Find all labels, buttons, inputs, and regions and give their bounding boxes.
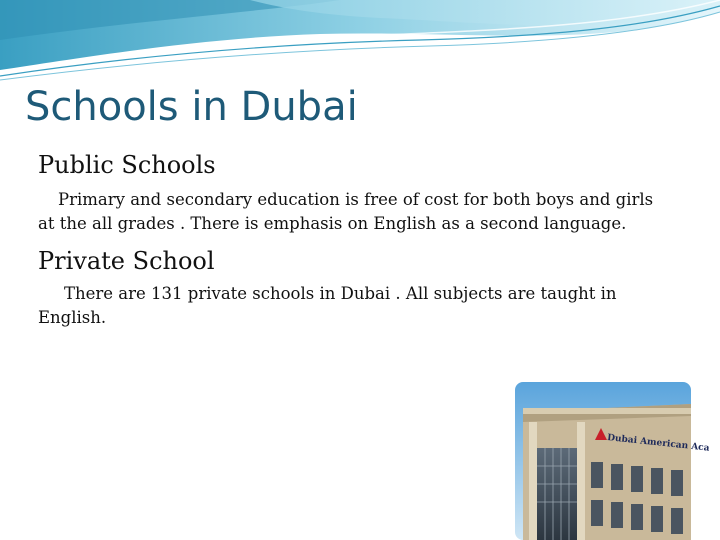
section-heading-private: Private School: [38, 247, 215, 275]
slide-content: [38, 150, 688, 330]
body-line: There are 131 private schools in Dubai . All subjects are taught in: [64, 284, 617, 303]
body-line: at the all grades . There is emphasis on English as a second language.: [38, 214, 627, 233]
header-wave-decoration: [0, 0, 720, 90]
school-building-image: [515, 382, 710, 540]
building-sign-text: Dubai American Aca: [606, 433, 710, 454]
body-line: Primary and secondary education is free of cost for both boys and girls: [58, 190, 654, 209]
section-body-private: [38, 282, 688, 330]
section-heading-public: Public Schools: [38, 151, 216, 179]
body-line: English.: [38, 308, 107, 327]
section-body-public: [38, 188, 688, 236]
slide-title: Schools in Dubai: [25, 84, 358, 130]
